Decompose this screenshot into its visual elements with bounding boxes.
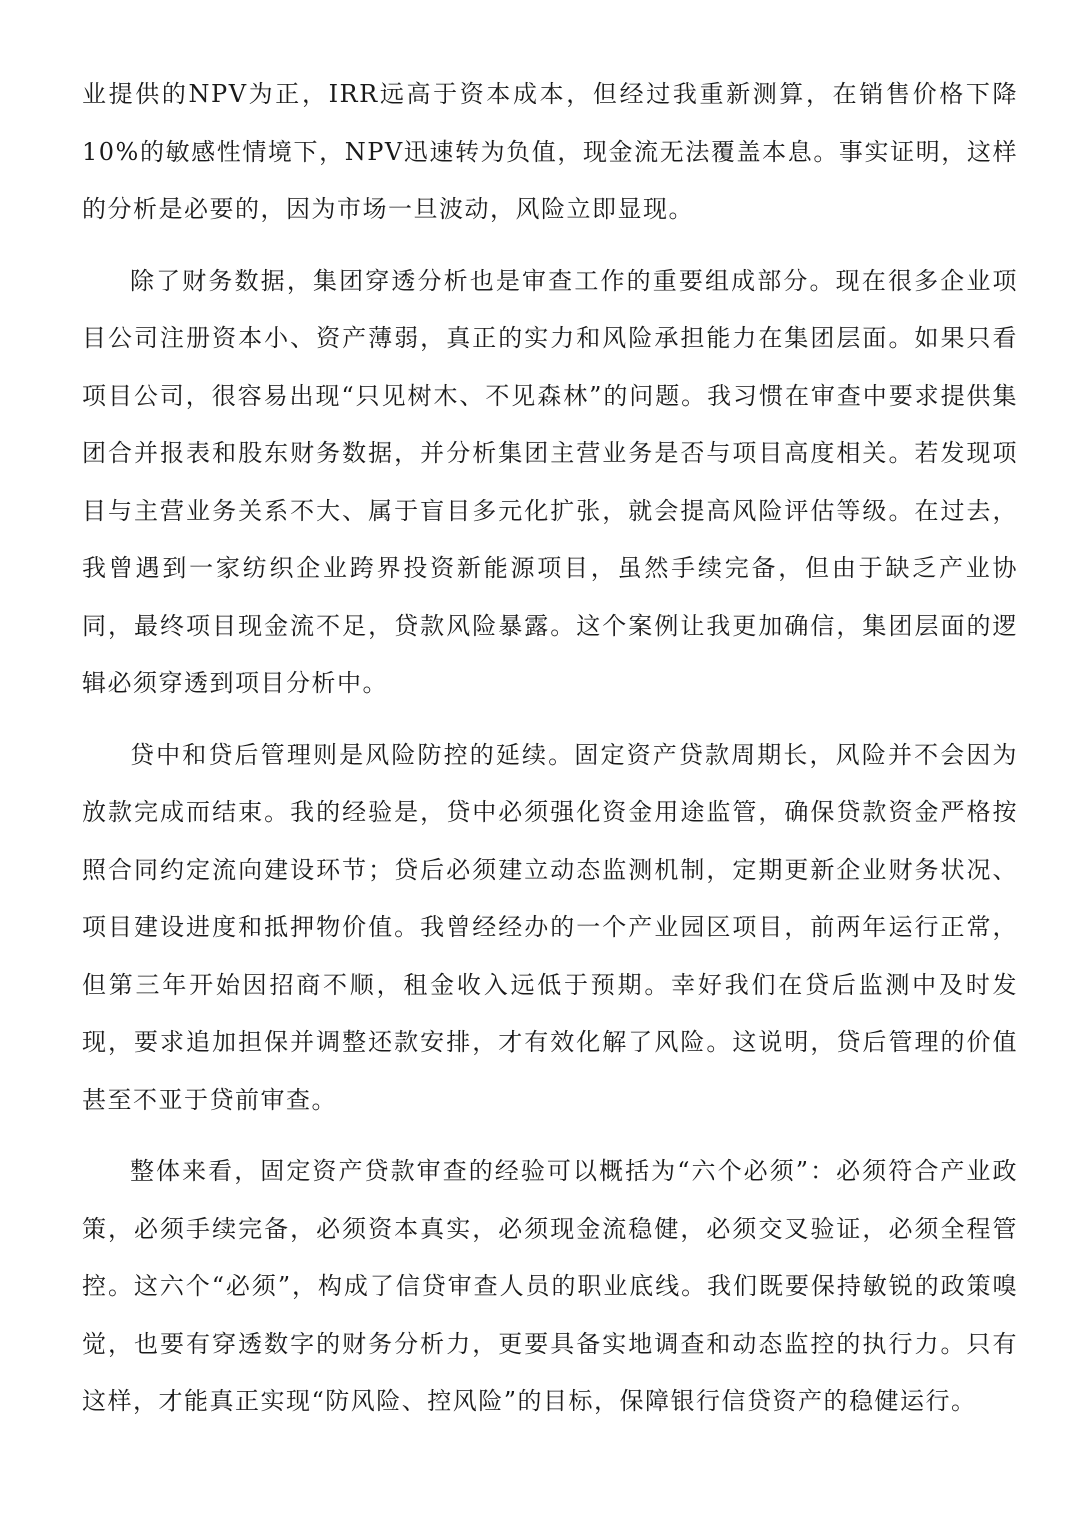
paragraph-loan-management: 贷中和贷后管理则是风险防控的延续。固定资产贷款周期长，风险并不会因为放款完成而结束。我的经验是，贷中必须强化资金用途监管，确保贷款资金严格按照合同约定流向建设环节；贷后必须建立动态监测机制，定期更新企业财务状况、项目建设进度和抵押物价值。我曾经经办的一个产业园区项目，前两年运行正常，但第三年开始因招商不顺，租金收入远低于预期。幸好我们在贷后监测中及时发现，要求追加担保并调整还款安排，才有效化解了风险。这说明，贷后管理的价值甚至不亚于贷前审查。 — [82, 740, 1018, 1114]
paragraph-continuation: 业提供的NPV为正，IRR远高于资本成本，但经过我重新测算，在销售价格下降10%的敏感性情境下，NPV迅速转为负值，现金流无法覆盖本息。事实证明，这样的分析是必要的，因为市场一旦波动，风险立即显现。 — [82, 80, 1018, 223]
document-body — [82, 66, 1018, 1445]
paragraph-group-analysis: 除了财务数据，集团穿透分析也是审查工作的重要组成部分。现在很多企业项目公司注册资本小、资产薄弱，真正的实力和风险承担能力在集团层面。如果只看项目公司，很容易出现“只见树木、不见森林”的问题。我习惯在审查中要求提供集团合并报表和股东财务数据，并分析集团主营业务是否与项目高度相关。若发现项目与主营业务关系不大、属于盲目多元化扩张，就会提高风险评估等级。在过去，我曾遇到一家纺织企业跨界投资新能源项目，虽然手续完备，但由于缺乏产业协同，最终项目现金流不足，贷款风险暴露。这个案例让我更加确信，集团层面的逻辑必须穿透到项目分析中。 — [82, 266, 1018, 697]
paragraph-summary: 整体来看，固定资产贷款审查的经验可以概括为“六个必须”：必须符合产业政策，必须手续完备，必须资本真实，必须现金流稳健，必须交叉验证，必须全程管控。这六个“必须”，构成了信贷审查人员的职业底线。我们既要保持敏锐的政策嗅觉，也要有穿透数字的财务分析力，更要具备实地调查和动态监控的执行力。只有这样，才能真正实现“防风险、控风险”的目标，保障银行信贷资产的稳健运行。 — [82, 1157, 1018, 1415]
